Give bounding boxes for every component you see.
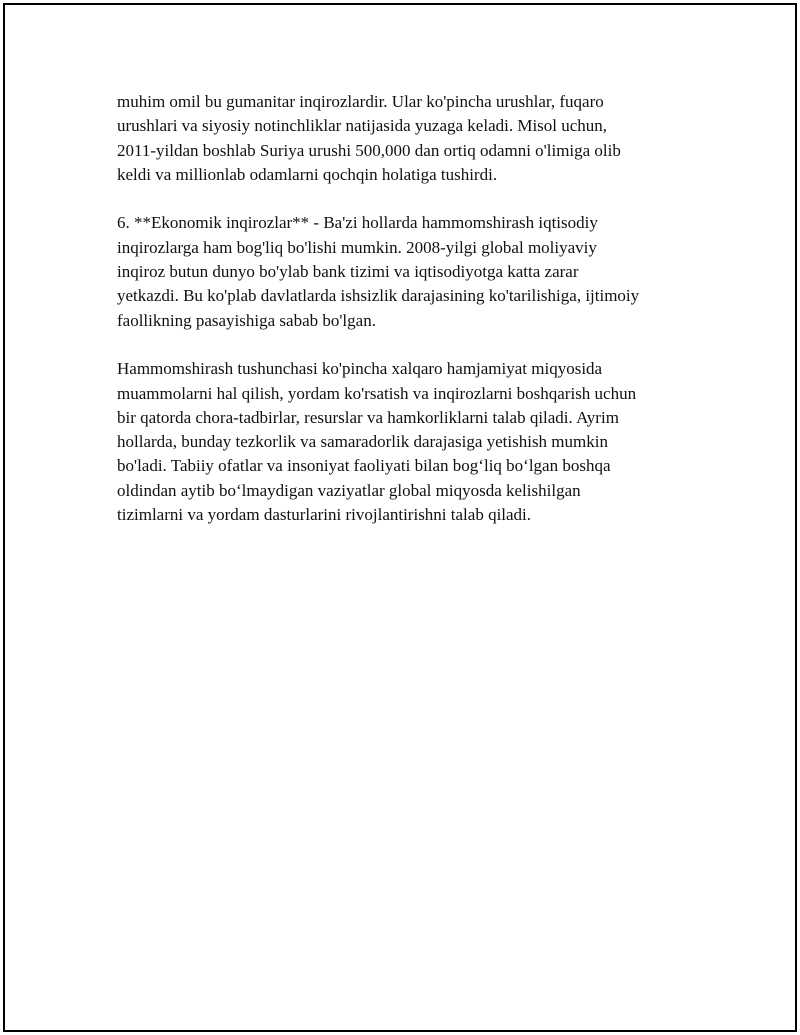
paragraph-conclusion: Hammomshirash tushunchasi ko'pincha xalqaro hamjamiyat miqyosida muammolarni hal qilish, yordam ko'rsatish va inqirozlarni boshqarish uchun bir qatorda chora-tadbirlar, resurslar va hamkorliklarni talab qiladi. Ayrim hollarda, bunday tezkorlik va samaradorlik darajasiga yetishish mumkin bo'ladi. Tabiiy ofatlar va insoniyat faoliyati bilan bog‘liq bo‘lgan boshqa oldindan aytib bo‘lmaydigan vaziyatlar global miqyosda kelishilgan tizimlarni va yordam dasturlarini rivojlantirishni talab qiladi. <box>117 359 637 525</box>
document-body <box>117 90 697 552</box>
paragraph-economic-crises: 6. **Ekonomik inqirozlar** - Ba'zi hollarda hammomshirash iqtisodiy inqirozlarga ham bog'liq bo'lishi mumkin. 2008-yilgi global moliyaviy inqiroz butun dunyo bo'ylab bank tizimi va iqtisodiyotga katta zarar yetkazdi. Bu ko'plab davlatlarda ishsizlik darajasining ko'tarilishiga, ijtimoiy faollikning pasayishiga sabab bo'lgan. <box>117 213 640 330</box>
paragraph-humanitarian-crises: muhim omil bu gumanitar inqirozlardir. Ular ko'pincha urushlar, fuqaro urushlari va siyosiy notinchliklar natijasida yuzaga keladi. Misol uchun, 2011-yildan boshlab Suriya urushi 500,000 dan ortiq odamni o'limiga olib keldi va millionlab odamlarni qochqin holatiga tushirdi. <box>117 92 621 184</box>
